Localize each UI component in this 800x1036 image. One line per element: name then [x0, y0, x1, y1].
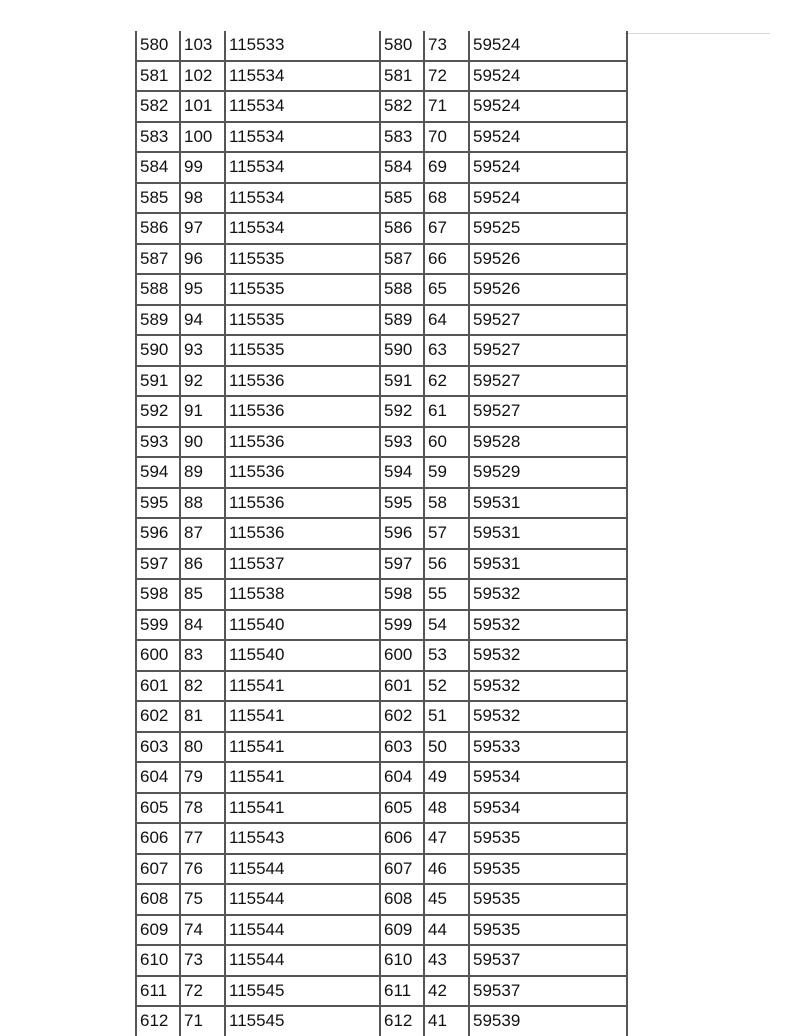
score-left-cell: 598 [136, 579, 180, 610]
rank-right-cell: 65 [424, 274, 469, 305]
score-left-cell: 611 [136, 976, 180, 1007]
rank-left-cell: 100 [180, 122, 225, 153]
total-right-cell: 59534 [469, 762, 627, 793]
rank-right-cell: 66 [424, 244, 469, 275]
total-left-cell: 115541 [225, 671, 380, 702]
score-right-cell: 596 [380, 518, 424, 549]
score-right-cell: 611 [380, 976, 424, 1007]
rank-right-cell: 47 [424, 823, 469, 854]
rank-left-cell: 97 [180, 213, 225, 244]
total-left-cell: 115536 [225, 396, 380, 427]
table-row [136, 305, 627, 336]
score-right-cell: 608 [380, 884, 424, 915]
score-left-cell: 592 [136, 396, 180, 427]
rank-right-cell: 56 [424, 549, 469, 580]
total-right-cell: 59531 [469, 488, 627, 519]
total-left-cell: 115545 [225, 1006, 380, 1036]
score-right-cell: 590 [380, 335, 424, 366]
table-row [136, 793, 627, 824]
rank-right-cell: 54 [424, 610, 469, 641]
total-left-cell: 115540 [225, 640, 380, 671]
rank-right-cell: 63 [424, 335, 469, 366]
rank-left-cell: 87 [180, 518, 225, 549]
total-right-cell: 59526 [469, 244, 627, 275]
rank-left-cell: 80 [180, 732, 225, 763]
total-left-cell: 115534 [225, 122, 380, 153]
total-right-cell: 59532 [469, 671, 627, 702]
score-right-cell: 603 [380, 732, 424, 763]
score-left-cell: 586 [136, 213, 180, 244]
page-divider-line [625, 33, 770, 34]
rank-right-cell: 41 [424, 1006, 469, 1036]
total-right-cell: 59524 [469, 31, 627, 61]
table-row [136, 1006, 627, 1036]
total-left-cell: 115541 [225, 762, 380, 793]
score-left-cell: 593 [136, 427, 180, 458]
table-row [136, 213, 627, 244]
rank-left-cell: 72 [180, 976, 225, 1007]
score-left-cell: 608 [136, 884, 180, 915]
total-left-cell: 115537 [225, 549, 380, 580]
total-left-cell: 115533 [225, 31, 380, 61]
total-left-cell: 115535 [225, 335, 380, 366]
rank-left-cell: 99 [180, 152, 225, 183]
score-right-cell: 591 [380, 366, 424, 397]
score-left-cell: 607 [136, 854, 180, 885]
score-right-cell: 581 [380, 61, 424, 92]
score-right-cell: 580 [380, 31, 424, 61]
rank-left-cell: 84 [180, 610, 225, 641]
rank-right-cell: 71 [424, 91, 469, 122]
total-right-cell: 59527 [469, 396, 627, 427]
score-right-cell: 598 [380, 579, 424, 610]
table-row [136, 884, 627, 915]
total-left-cell: 115534 [225, 183, 380, 214]
table-row [136, 488, 627, 519]
rank-left-cell: 89 [180, 457, 225, 488]
rank-right-cell: 64 [424, 305, 469, 336]
score-left-cell: 606 [136, 823, 180, 854]
rank-right-cell: 70 [424, 122, 469, 153]
rank-left-cell: 94 [180, 305, 225, 336]
total-left-cell: 115535 [225, 305, 380, 336]
rank-left-cell: 91 [180, 396, 225, 427]
table-row [136, 31, 627, 61]
total-right-cell: 59524 [469, 91, 627, 122]
table-row [136, 762, 627, 793]
rank-left-cell: 90 [180, 427, 225, 458]
score-right-cell: 607 [380, 854, 424, 885]
total-right-cell: 59532 [469, 640, 627, 671]
rank-left-cell: 71 [180, 1006, 225, 1036]
table-row [136, 732, 627, 763]
total-right-cell: 59535 [469, 884, 627, 915]
total-right-cell: 59537 [469, 945, 627, 976]
score-rank-table-body [136, 31, 627, 1036]
rank-left-cell: 75 [180, 884, 225, 915]
score-left-cell: 589 [136, 305, 180, 336]
rank-right-cell: 51 [424, 701, 469, 732]
rank-right-cell: 62 [424, 366, 469, 397]
total-left-cell: 115541 [225, 701, 380, 732]
total-right-cell: 59526 [469, 274, 627, 305]
score-left-cell: 597 [136, 549, 180, 580]
score-right-cell: 594 [380, 457, 424, 488]
rank-right-cell: 46 [424, 854, 469, 885]
total-left-cell: 115536 [225, 518, 380, 549]
score-left-cell: 594 [136, 457, 180, 488]
rank-left-cell: 98 [180, 183, 225, 214]
total-left-cell: 115541 [225, 793, 380, 824]
score-right-cell: 586 [380, 213, 424, 244]
rank-right-cell: 60 [424, 427, 469, 458]
rank-left-cell: 95 [180, 274, 225, 305]
total-right-cell: 59533 [469, 732, 627, 763]
total-left-cell: 115534 [225, 61, 380, 92]
score-right-cell: 601 [380, 671, 424, 702]
rank-left-cell: 96 [180, 244, 225, 275]
score-left-cell: 585 [136, 183, 180, 214]
total-right-cell: 59535 [469, 823, 627, 854]
rank-right-cell: 59 [424, 457, 469, 488]
rank-left-cell: 101 [180, 91, 225, 122]
table-row [136, 335, 627, 366]
score-left-cell: 588 [136, 274, 180, 305]
total-left-cell: 115541 [225, 732, 380, 763]
total-left-cell: 115538 [225, 579, 380, 610]
total-left-cell: 115543 [225, 823, 380, 854]
rank-left-cell: 73 [180, 945, 225, 976]
total-right-cell: 59529 [469, 457, 627, 488]
rank-right-cell: 53 [424, 640, 469, 671]
rank-right-cell: 61 [424, 396, 469, 427]
rank-left-cell: 76 [180, 854, 225, 885]
total-right-cell: 59535 [469, 915, 627, 946]
score-left-cell: 587 [136, 244, 180, 275]
total-right-cell: 59527 [469, 366, 627, 397]
total-right-cell: 59524 [469, 122, 627, 153]
score-left-cell: 605 [136, 793, 180, 824]
rank-left-cell: 79 [180, 762, 225, 793]
table-row [136, 274, 627, 305]
total-right-cell: 59527 [469, 305, 627, 336]
score-left-cell: 612 [136, 1006, 180, 1036]
score-left-cell: 580 [136, 31, 180, 61]
rank-right-cell: 45 [424, 884, 469, 915]
total-left-cell: 115535 [225, 274, 380, 305]
table-row [136, 976, 627, 1007]
total-right-cell: 59525 [469, 213, 627, 244]
table-row [136, 91, 627, 122]
total-left-cell: 115535 [225, 244, 380, 275]
score-right-cell: 602 [380, 701, 424, 732]
score-left-cell: 581 [136, 61, 180, 92]
score-left-cell: 602 [136, 701, 180, 732]
rank-right-cell: 55 [424, 579, 469, 610]
total-right-cell: 59524 [469, 61, 627, 92]
total-left-cell: 115544 [225, 884, 380, 915]
rank-right-cell: 49 [424, 762, 469, 793]
score-right-cell: 587 [380, 244, 424, 275]
table-row [136, 640, 627, 671]
score-left-cell: 599 [136, 610, 180, 641]
rank-left-cell: 78 [180, 793, 225, 824]
score-left-cell: 604 [136, 762, 180, 793]
table-row [136, 610, 627, 641]
rank-left-cell: 92 [180, 366, 225, 397]
total-left-cell: 115544 [225, 945, 380, 976]
score-left-cell: 609 [136, 915, 180, 946]
table-row [136, 854, 627, 885]
score-left-cell: 582 [136, 91, 180, 122]
score-left-cell: 583 [136, 122, 180, 153]
score-right-cell: 606 [380, 823, 424, 854]
rank-left-cell: 103 [180, 31, 225, 61]
rank-left-cell: 93 [180, 335, 225, 366]
score-right-cell: 583 [380, 122, 424, 153]
rank-right-cell: 73 [424, 31, 469, 61]
score-right-cell: 589 [380, 305, 424, 336]
total-right-cell: 59528 [469, 427, 627, 458]
total-left-cell: 115534 [225, 91, 380, 122]
total-left-cell: 115536 [225, 366, 380, 397]
score-left-cell: 603 [136, 732, 180, 763]
score-right-cell: 582 [380, 91, 424, 122]
table-row [136, 671, 627, 702]
score-left-cell: 600 [136, 640, 180, 671]
rank-left-cell: 85 [180, 579, 225, 610]
rank-right-cell: 68 [424, 183, 469, 214]
total-left-cell: 115536 [225, 427, 380, 458]
rank-right-cell: 72 [424, 61, 469, 92]
rank-left-cell: 81 [180, 701, 225, 732]
score-left-cell: 610 [136, 945, 180, 976]
table-row [136, 396, 627, 427]
table-row [136, 549, 627, 580]
score-right-cell: 600 [380, 640, 424, 671]
rank-right-cell: 52 [424, 671, 469, 702]
score-left-cell: 590 [136, 335, 180, 366]
total-right-cell: 59537 [469, 976, 627, 1007]
score-right-cell: 595 [380, 488, 424, 519]
table-row [136, 244, 627, 275]
rank-right-cell: 48 [424, 793, 469, 824]
total-left-cell: 115544 [225, 915, 380, 946]
table-row [136, 427, 627, 458]
score-right-cell: 592 [380, 396, 424, 427]
rank-right-cell: 43 [424, 945, 469, 976]
total-right-cell: 59531 [469, 518, 627, 549]
rank-left-cell: 77 [180, 823, 225, 854]
score-right-cell: 604 [380, 762, 424, 793]
score-left-cell: 601 [136, 671, 180, 702]
score-right-cell: 588 [380, 274, 424, 305]
total-right-cell: 59534 [469, 793, 627, 824]
table-row [136, 579, 627, 610]
rank-left-cell: 102 [180, 61, 225, 92]
rank-left-cell: 74 [180, 915, 225, 946]
score-right-cell: 610 [380, 945, 424, 976]
rank-left-cell: 86 [180, 549, 225, 580]
score-right-cell: 597 [380, 549, 424, 580]
rank-right-cell: 44 [424, 915, 469, 946]
score-left-cell: 584 [136, 152, 180, 183]
total-right-cell: 59532 [469, 579, 627, 610]
total-right-cell: 59535 [469, 854, 627, 885]
score-right-cell: 599 [380, 610, 424, 641]
table-row [136, 61, 627, 92]
table-row [136, 122, 627, 153]
score-right-cell: 612 [380, 1006, 424, 1036]
score-left-cell: 595 [136, 488, 180, 519]
table-row [136, 915, 627, 946]
rank-left-cell: 88 [180, 488, 225, 519]
rank-left-cell: 83 [180, 640, 225, 671]
score-right-cell: 609 [380, 915, 424, 946]
score-right-cell: 593 [380, 427, 424, 458]
score-rank-table [135, 31, 628, 1036]
total-left-cell: 115540 [225, 610, 380, 641]
rank-left-cell: 82 [180, 671, 225, 702]
table-row [136, 701, 627, 732]
score-left-cell: 591 [136, 366, 180, 397]
total-left-cell: 115534 [225, 213, 380, 244]
total-left-cell: 115545 [225, 976, 380, 1007]
table-row [136, 518, 627, 549]
rank-right-cell: 50 [424, 732, 469, 763]
table-row [136, 366, 627, 397]
total-right-cell: 59539 [469, 1006, 627, 1036]
table-row [136, 945, 627, 976]
total-right-cell: 59524 [469, 183, 627, 214]
table-row [136, 183, 627, 214]
total-right-cell: 59527 [469, 335, 627, 366]
total-right-cell: 59531 [469, 549, 627, 580]
rank-right-cell: 58 [424, 488, 469, 519]
rank-right-cell: 57 [424, 518, 469, 549]
rank-right-cell: 69 [424, 152, 469, 183]
rank-right-cell: 67 [424, 213, 469, 244]
total-left-cell: 115544 [225, 854, 380, 885]
table-row [136, 152, 627, 183]
rank-right-cell: 42 [424, 976, 469, 1007]
table-row [136, 823, 627, 854]
total-left-cell: 115536 [225, 457, 380, 488]
total-right-cell: 59532 [469, 610, 627, 641]
score-left-cell: 596 [136, 518, 180, 549]
total-right-cell: 59532 [469, 701, 627, 732]
score-right-cell: 585 [380, 183, 424, 214]
total-left-cell: 115536 [225, 488, 380, 519]
score-right-cell: 605 [380, 793, 424, 824]
score-right-cell: 584 [380, 152, 424, 183]
table-row [136, 457, 627, 488]
total-left-cell: 115534 [225, 152, 380, 183]
total-right-cell: 59524 [469, 152, 627, 183]
